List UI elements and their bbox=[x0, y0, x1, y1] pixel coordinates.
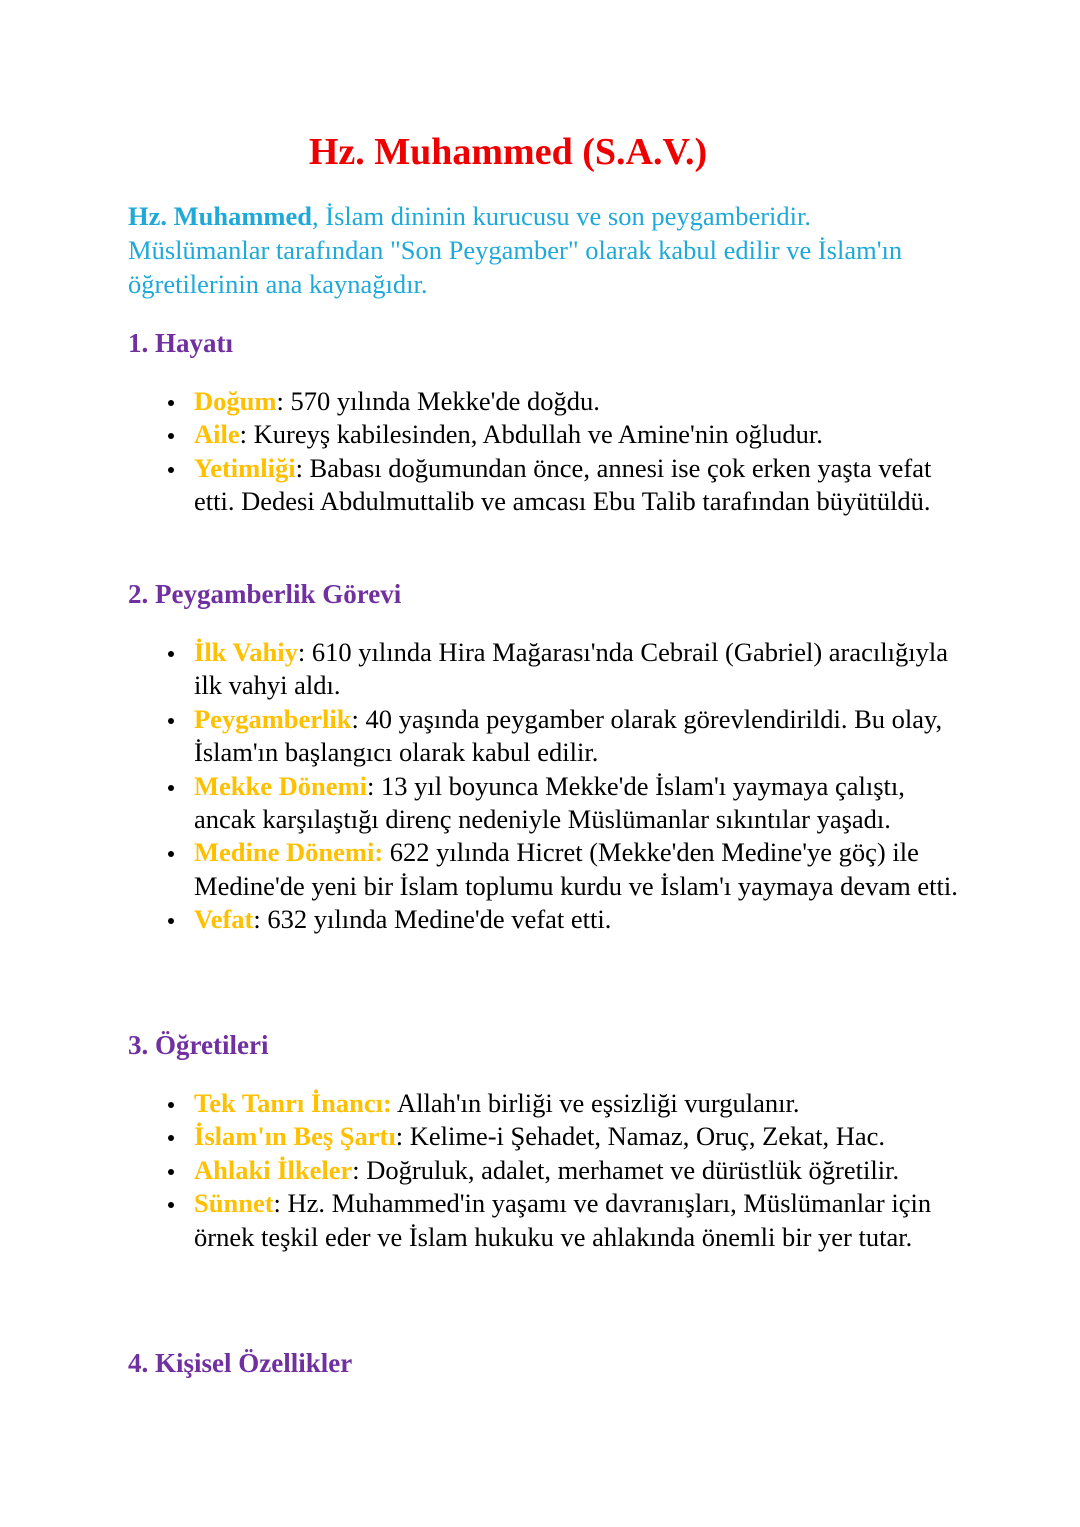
list-item bbox=[194, 770, 964, 837]
section-heading: 4. Kişisel Özellikler bbox=[128, 1348, 353, 1378]
term: İlk Vahiy bbox=[194, 637, 298, 667]
item-text: : Doğruluk, adalet, merhamet ve dürüstlük öğretilir. bbox=[352, 1154, 900, 1185]
item-text: : Babası doğumundan önce, annesi ise çok erken yaşta vefat etti. Dedesi Abdulmuttalib ve amcası Ebu Talib tarafından büyütüldü. bbox=[194, 452, 932, 517]
term: Peygamberlik bbox=[194, 703, 352, 734]
item-text: : 13 yıl boyunca Mekke'de İslam'ı yaymaya çalıştı, ancak karşılaştığı direnç nedeniyle Müslümanlar sıkıntılar yaşadı. bbox=[194, 770, 905, 835]
section-heading: 1. Hayatı bbox=[128, 328, 233, 358]
intro-paragraph bbox=[128, 199, 928, 301]
term: Vefat bbox=[194, 904, 254, 935]
item-text: : 40 yaşında peygamber olarak görevlendirildi. Bu olay, İslam'ın başlangıcı olarak kabul edilir. bbox=[194, 703, 943, 768]
term: İslam'ın Beş Şartı bbox=[194, 1121, 396, 1152]
item-text: : Kelime-i Şehadet, Namaz, Oruç, Zekat, Hac. bbox=[395, 1121, 886, 1152]
term: Mekke Dönemi bbox=[194, 770, 367, 801]
intro-text: , İslam dininin kurucusu ve son peygamberidir. Müslümanlar tarafından "Son Peygamber" olarak kabul edilir ve İslam'ın öğretilerinin ana kaynağıdır. bbox=[128, 201, 903, 299]
list-item bbox=[194, 636, 964, 703]
item-text: Allah'ın birliği ve eşsizliği vurgulanır. bbox=[391, 1088, 800, 1118]
item-text: : Kureyş kabilesinden, Abdullah ve Amine'nin oğludur. bbox=[239, 419, 823, 450]
list-item bbox=[194, 1087, 964, 1120]
bullet-list bbox=[128, 385, 964, 519]
section-kisisel-ozellikler bbox=[128, 1346, 958, 1380]
item-text: : 610 yılında Hira Mağarası'nda Cebrail (Gabriel) aracılığıyla ilk vahyi aldı. bbox=[194, 637, 948, 701]
section-hayati bbox=[128, 326, 958, 519]
list-item bbox=[194, 418, 964, 451]
list-item bbox=[194, 703, 964, 770]
section-ogretileri bbox=[128, 1028, 958, 1254]
section-heading: 2. Peygamberlik Görevi bbox=[128, 579, 402, 609]
list-item bbox=[194, 903, 964, 936]
section-heading: 3. Öğretileri bbox=[128, 1030, 269, 1060]
term: Yetimliği bbox=[194, 452, 296, 483]
list-item bbox=[194, 1154, 964, 1187]
list-item bbox=[194, 1120, 964, 1153]
term: Doğum bbox=[194, 386, 277, 416]
item-text: : 632 yılında Medine'de vefat etti. bbox=[253, 904, 612, 935]
item-text: : Hz. Muhammed'in yaşamı ve davranışları, Müslümanlar için örnek teşkil eder ve İslam hukuku ve ahlakında önemli bir yer tutar. bbox=[194, 1188, 932, 1252]
list-item bbox=[194, 1187, 964, 1254]
item-text: : 570 yılında Mekke'de doğdu. bbox=[276, 386, 600, 416]
list-item bbox=[194, 385, 964, 418]
bullet-list bbox=[128, 636, 964, 937]
section-peygamberlik bbox=[128, 577, 958, 937]
term: Tek Tanrı İnancı: bbox=[194, 1088, 392, 1118]
term: Ahlaki İlkeler bbox=[194, 1154, 353, 1185]
page-title: Hz. Muhammed (S.A.V.) bbox=[308, 131, 708, 173]
item-text: 622 yılında Hicret (Mekke'den Medine'ye göç) ile Medine'de yeni bir İslam toplumu kurdu ve İslam'ı yaymaya devam etti. bbox=[194, 837, 958, 901]
term: Sünnet bbox=[194, 1188, 274, 1219]
intro-bold: Hz. Muhammed bbox=[128, 201, 313, 231]
list-item bbox=[194, 452, 964, 519]
bullet-list bbox=[128, 1087, 964, 1254]
term: Aile bbox=[194, 419, 240, 450]
term: Medine Dönemi: bbox=[194, 837, 384, 868]
list-item bbox=[194, 836, 964, 903]
